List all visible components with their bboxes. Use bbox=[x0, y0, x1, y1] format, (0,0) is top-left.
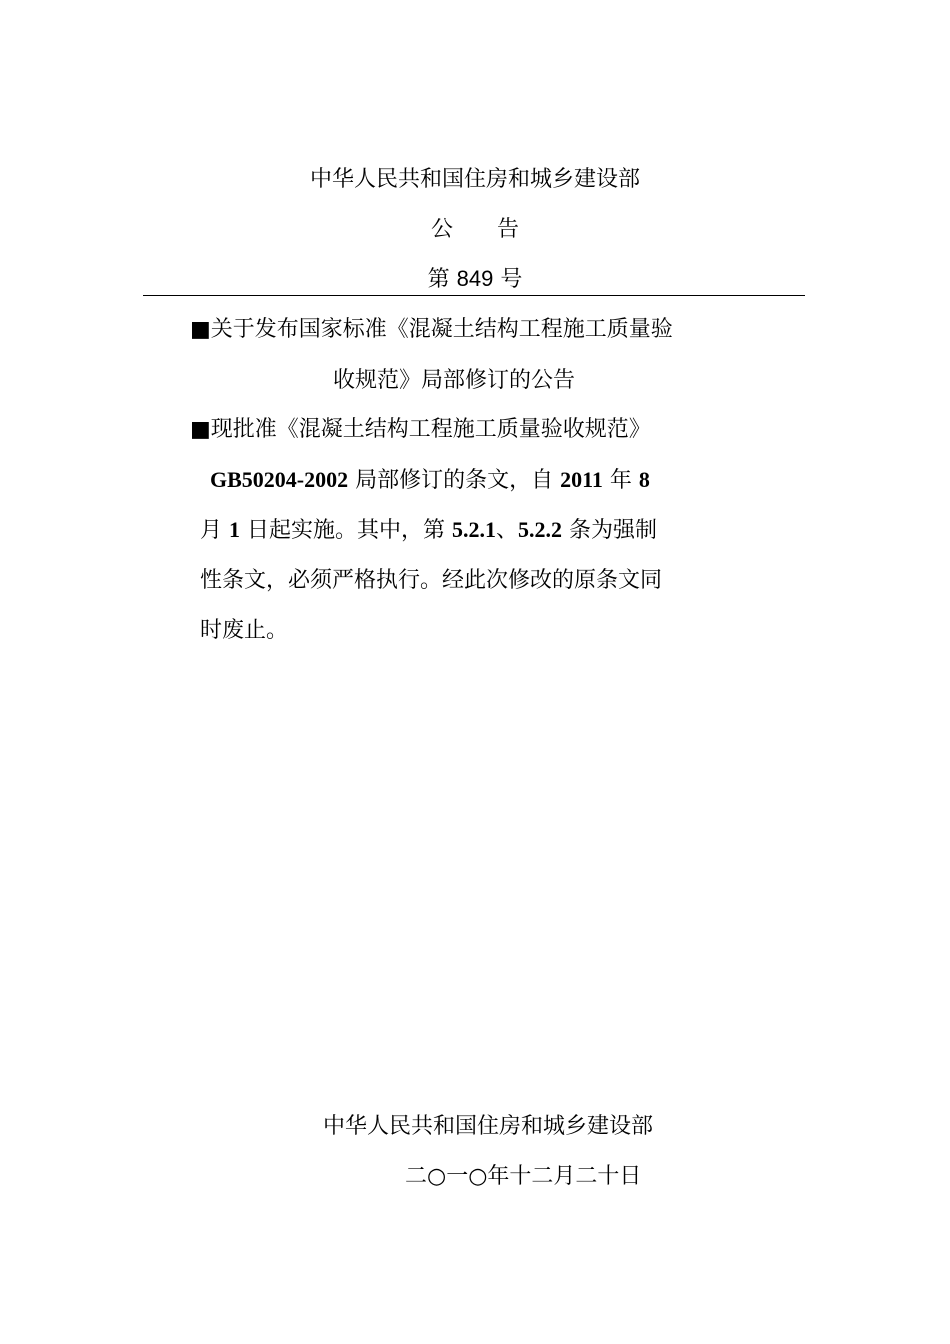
effective-month: 8 bbox=[638, 467, 650, 492]
notice-number bbox=[0, 264, 950, 295]
body-text: 、 bbox=[496, 518, 519, 543]
number-suffix: 号 bbox=[493, 267, 523, 292]
header-ministry: 中华人民共和国住房和城乡建设部 bbox=[309, 167, 640, 192]
footer-date: 二○一○年十二月二十日 bbox=[405, 1164, 642, 1189]
body-line-1 bbox=[190, 415, 651, 445]
body-text: 年 bbox=[602, 468, 639, 493]
effective-day: 1 bbox=[229, 517, 240, 542]
standard-code: GB50204-2002 bbox=[210, 467, 349, 492]
title-line-1 bbox=[190, 315, 673, 345]
body-text: 局部修订的条文，自 bbox=[348, 468, 561, 493]
effective-year: 2011 bbox=[560, 467, 603, 492]
body-line-5: 时废止。 bbox=[200, 618, 289, 643]
bullet-icon: ■ bbox=[190, 317, 211, 342]
title-text-1: 关于发布国家标准《混凝土结构工程施工质量验 bbox=[210, 317, 673, 342]
body-text: 月 bbox=[200, 518, 229, 543]
bullet-icon: ■ bbox=[190, 417, 211, 442]
number-value: 849 bbox=[456, 266, 494, 291]
body-line-2 bbox=[210, 465, 650, 496]
footer-ministry: 中华人民共和国住房和城乡建设部 bbox=[323, 1114, 654, 1139]
header-rule bbox=[143, 295, 805, 296]
clause-1: 5.2.1 bbox=[452, 517, 496, 542]
body-line-4: 性条文，必须严格执行。经此次修改的原条文同 bbox=[200, 568, 663, 593]
body-text: 条为强制 bbox=[562, 518, 658, 543]
number-prefix: 第 bbox=[427, 267, 457, 292]
body-line-3 bbox=[200, 515, 657, 546]
notice-title: 公 告 bbox=[430, 217, 519, 242]
body-text-1: 现批准《混凝土结构工程施工质量验收规范》 bbox=[210, 417, 651, 442]
title-line-2: 收规范》局部修订的公告 bbox=[333, 368, 576, 393]
clause-2: 5.2.2 bbox=[518, 517, 563, 542]
body-text: 日起实施。其中，第 bbox=[240, 518, 452, 543]
